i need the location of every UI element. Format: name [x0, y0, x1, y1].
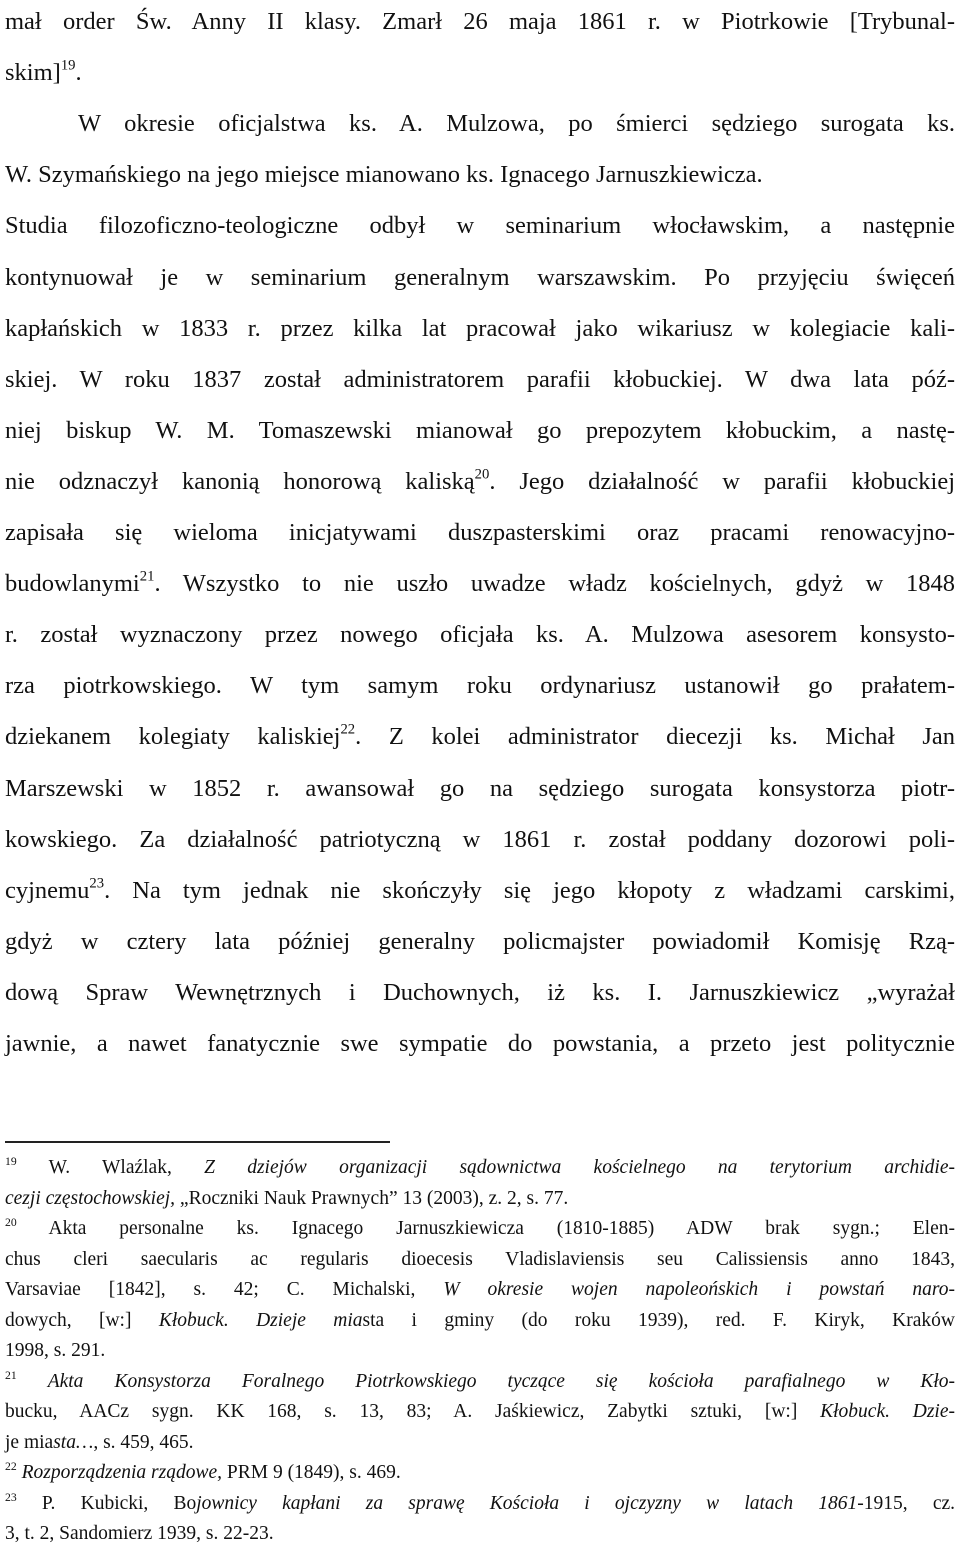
text-segment: „Roczniki Nauk Prawnych” 13 (2003), z. 2, s. 77. — [175, 1187, 569, 1209]
text-segment: . Na tym jednak nie skończyły się jego kłopoty z władzami carskimi, — [104, 876, 955, 904]
text-segment: W. Szymańskiego na jego miejsce mianowano ks. Ignacego Jarnuszkiewicza. — [5, 161, 763, 189]
text-segment: je mia — [5, 1431, 54, 1453]
text-segment: Marszewski w 1852 r. awansował go na sędziego surogata konsystorza piotr- — [5, 774, 955, 802]
footnote-line — [5, 1492, 955, 1516]
footnote-line — [5, 1217, 955, 1241]
text-line — [5, 927, 955, 957]
text-line — [5, 416, 955, 446]
text-segment: W. Wlaźlak, — [16, 1157, 205, 1178]
text-segment: sta… — [53, 1431, 94, 1453]
footnote-marker: 21 — [139, 568, 155, 585]
text-segment: chus cleri saecularis ac regularis dioecesis Vladislaviensis seu Calissiensis anno 1843, — [5, 1248, 955, 1270]
footnote-line — [5, 1431, 955, 1455]
text-segment: , s. 459, 465. — [93, 1431, 194, 1453]
text-segment: PRM 9 (1849), s. 469. — [222, 1462, 401, 1483]
text-segment: skim] — [5, 59, 61, 87]
footnote-line — [5, 1156, 955, 1180]
text-segment: Akta Konsystorza Foralnego Piotrkowskiego tyczące się kościoła parafialnego w Kło- — [47, 1370, 956, 1392]
text-segment: jawnie, a nawet fanatycznie swe sympatie do powstania, a przeto jest politycznie — [5, 1030, 955, 1057]
footnote-line — [5, 1461, 955, 1485]
footnote-separator — [5, 1141, 390, 1143]
text-segment: nie odznaczył kanonią honorową kaliską — [5, 467, 475, 495]
text-segment: dziekanem kolegiaty kaliskiej — [5, 723, 341, 751]
text-segment: bucku, AACz sygn. KK 168, s. 13, 83; A. Jaśkiewicz, Zabytki sztuki, [w:] — [5, 1401, 821, 1422]
text-line — [5, 876, 955, 906]
footnote-line — [5, 1522, 955, 1546]
text-segment: mał order Św. Anny II klasy. Zmarł 26 maja 1861 r. w Piotrkowie [Trybunal- — [5, 8, 955, 35]
text-line — [5, 671, 955, 701]
footnote-line — [5, 1370, 955, 1394]
text-segment: jownicy kapłani za sprawę Kościoła i ojczyzny w latach 1861 — [196, 1492, 858, 1514]
text-segment: zapisała się wieloma inicjatywami duszpasterskimi oraz pracami renowacyjno- — [5, 519, 955, 546]
text-segment: kontynuował je w seminarium generalnym warszawskim. Po przyjęciu święceń — [5, 263, 955, 291]
footnote-marker: 19 — [60, 57, 76, 74]
text-segment: 1998, s. 291. — [5, 1340, 106, 1361]
text-line — [5, 263, 955, 293]
footnote-line — [5, 1187, 955, 1211]
text-segment: kapłańskich w 1833 r. przez kilka lat pracował jako wikariusz w kolegiacie kali- — [5, 314, 955, 342]
text-segment: P. Kubicki, Bo — [16, 1492, 197, 1514]
text-segment: dową Spraw Wewnętrznych i Duchownych, iż ks. I. Jarnuszkiewicz „wyrażał — [5, 978, 955, 1006]
text-segment: budowlanymi — [5, 570, 140, 598]
text-segment: dowych, [w:] — [5, 1309, 159, 1331]
text-segment: . Wszystko to nie uszło uwadze władz kościelnych, gdyż w 1848 — [154, 570, 955, 598]
text-line — [5, 160, 955, 190]
footnote-marker: 21 — [5, 1368, 17, 1382]
footnote-marker: 22 — [5, 1459, 17, 1473]
text-segment: W okresie wojen napoleońskich i powstań naro- — [443, 1279, 955, 1300]
text-segment: W okresie oficjalstwa ks. A. Mulzowa, po śmierci sędziego surogata ks. — [78, 110, 955, 138]
text-segment: Z dziejów organizacji sądownictwa kościelnego na terytorium archidie- — [204, 1157, 955, 1178]
text-segment — [17, 1371, 48, 1392]
text-line — [5, 314, 955, 344]
text-segment: skiej. W roku 1837 został administratorem parafii kłobuckiej. W dwa lata póź- — [5, 365, 955, 393]
text-line — [5, 620, 955, 650]
text-line — [5, 467, 955, 497]
text-segment: gdyż w cztery lata później generalny policmajster powiadomił Komisję Rzą- — [5, 927, 955, 955]
text-segment: 3, t. 2, Sandomierz 1939, s. 22-23. — [5, 1523, 274, 1544]
text-segment: kowskiego. Za działalność patriotyczną w 1861 r. został poddany dozorowi poli- — [5, 825, 955, 853]
text-segment: -1915, cz. — [857, 1492, 955, 1514]
footnote-marker: 23 — [5, 1490, 17, 1504]
text-segment: . — [75, 59, 82, 87]
text-line — [5, 211, 955, 241]
text-segment: Kłobuck. Dzie- — [820, 1401, 955, 1422]
text-segment: Rozporządzenia rządowe, — [21, 1462, 222, 1483]
footnote-marker: 20 — [5, 1215, 17, 1229]
text-segment: r. został wyznaczony przez nowego oficjała ks. A. Mulzowa asesorem konsysto- — [5, 621, 955, 649]
text-line — [5, 1029, 955, 1059]
text-line — [5, 58, 955, 88]
text-line — [5, 774, 955, 804]
text-line — [5, 569, 955, 599]
footnote-line — [5, 1309, 955, 1333]
text-line — [5, 7, 955, 37]
footnote-marker: 22 — [340, 722, 356, 739]
text-segment: Varsaviae [1842], s. 42; C. Michalski, — [5, 1279, 444, 1300]
text-segment: Kłobuck. Dzieje mia — [158, 1309, 363, 1331]
text-segment: niej biskup W. M. Tomaszewski mianował go prepozytem kłobuckim, a nastę- — [5, 416, 955, 444]
text-segment: . Z kolei administrator diecezji ks. Michał Jan — [355, 723, 955, 751]
text-line — [5, 978, 955, 1008]
footnote-marker: 23 — [89, 875, 105, 892]
text-segment: rza piotrkowskiego. W tym samym roku ordynariusz ustanowił go prałatem- — [5, 672, 955, 700]
footnote-line — [5, 1400, 955, 1424]
footnote-marker: 20 — [474, 466, 490, 483]
footnote-line — [5, 1339, 955, 1363]
text-segment: Akta personalne ks. Ignacego Jarnuszkiewicza (1810-1885) ADW brak sygn.; Elen- — [16, 1218, 955, 1239]
text-segment: . Jego działalność w parafii kłobuckiej — [489, 467, 956, 495]
text-line — [5, 825, 955, 855]
text-line — [78, 109, 955, 139]
footnote-line — [5, 1278, 955, 1302]
text-line — [5, 518, 955, 548]
text-line — [5, 722, 955, 752]
text-line — [5, 365, 955, 395]
text-segment: sta i gminy (do roku 1939), red. F. Kiryk, Kraków — [362, 1309, 955, 1331]
text-segment: cyjnemu — [5, 876, 90, 904]
text-segment: Studia filozoficzno-teologiczne odbył w seminarium włocławskim, a następnie — [5, 212, 955, 240]
footnote-line — [5, 1248, 955, 1272]
text-segment: cezji częstochowskiej, — [5, 1187, 176, 1209]
footnote-marker: 19 — [5, 1154, 17, 1168]
